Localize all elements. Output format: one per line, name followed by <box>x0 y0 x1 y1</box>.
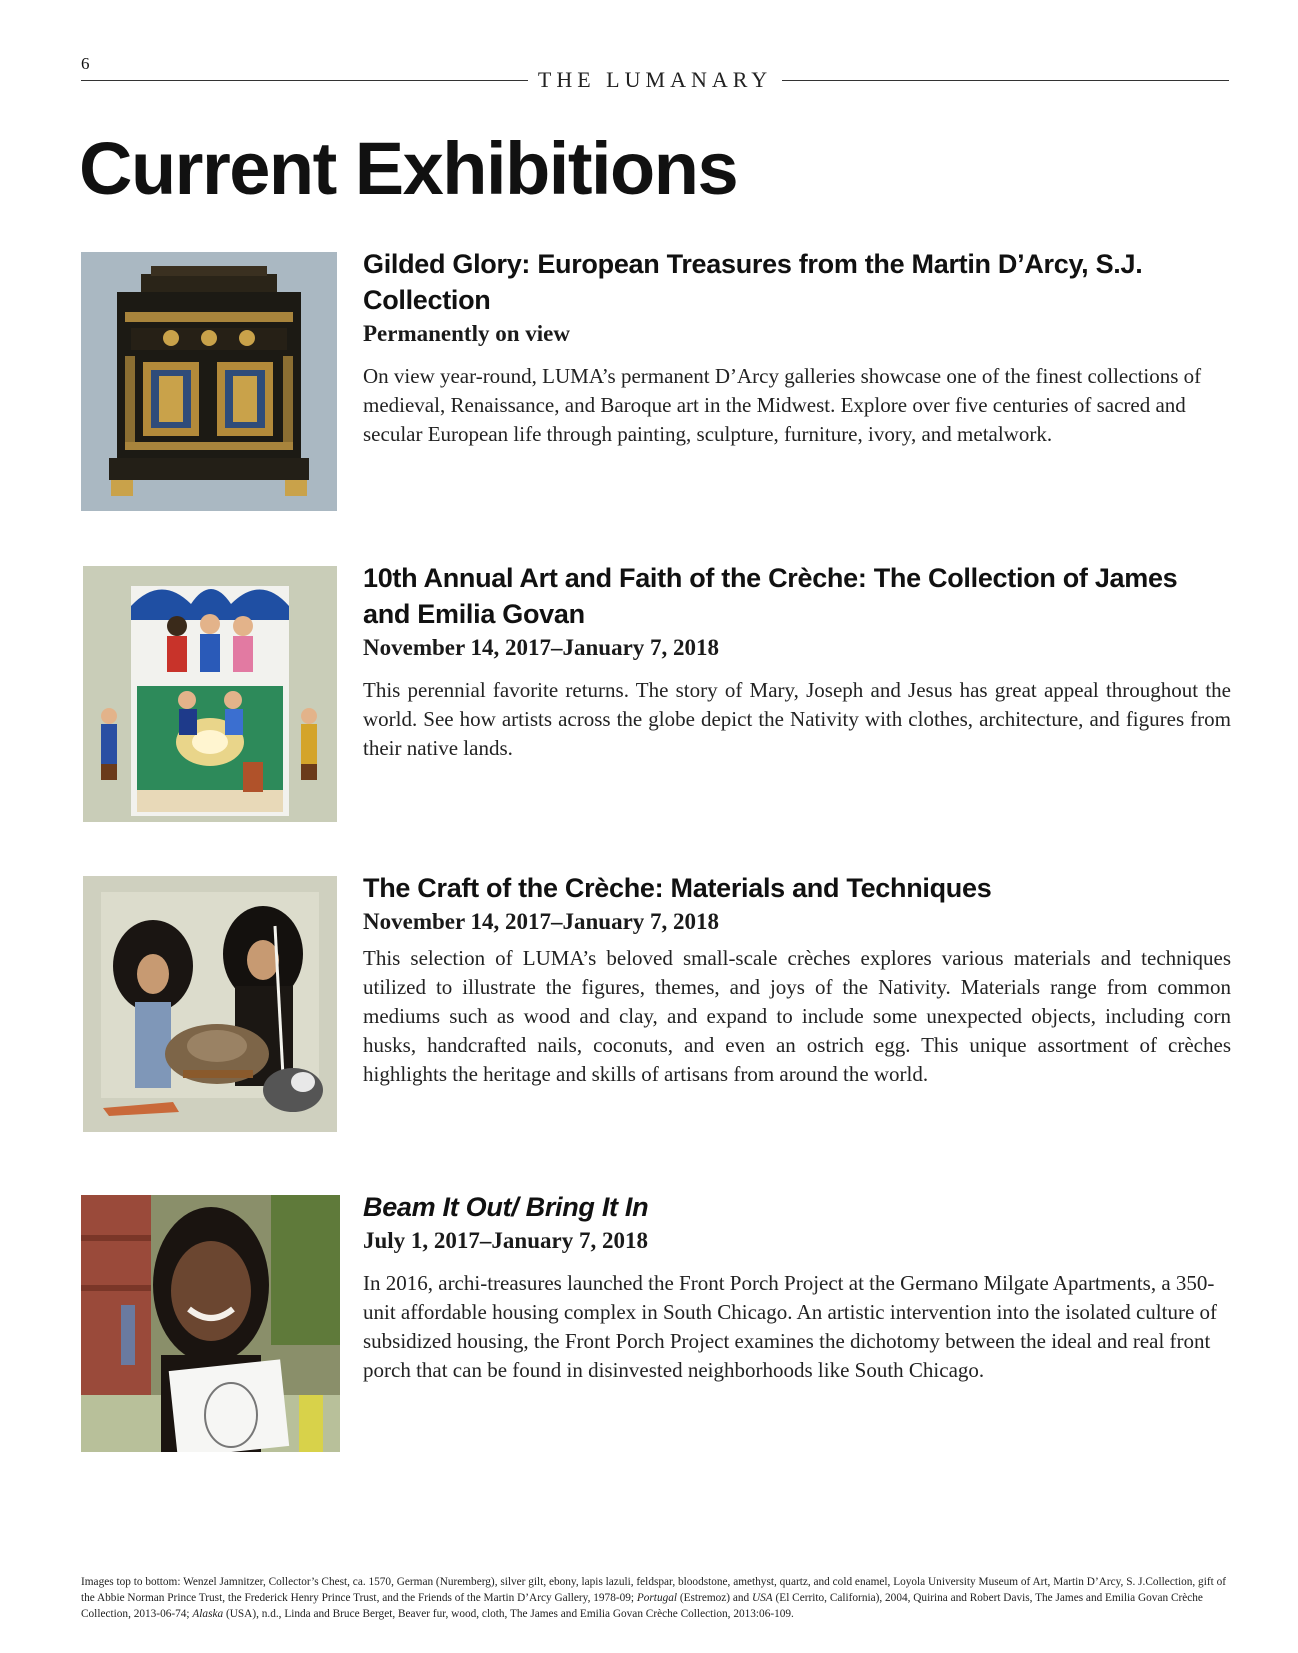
page-title: Current Exhibitions <box>79 127 738 210</box>
exhibition-gilded-glory <box>81 249 1231 512</box>
masthead-rule-right <box>782 80 1229 81</box>
caption-italic-portugal: Portugal <box>636 1592 678 1604</box>
caption-italic-usa: USA <box>752 1592 773 1604</box>
image-credits-caption <box>81 1574 1229 1622</box>
exhibition-description: On view year-round, LUMA’s permanent D’Arcy galleries showcase one of the finest collections of medieval, Renaissance, and Baroque art in the Midwest. Explore over five centuries of sacred and secular European life through painting, sculpture, furniture, ivory, and metalwork. <box>363 364 1202 446</box>
front-porch-project-image <box>81 1195 340 1452</box>
exhibition-description: This selection of LUMA’s beloved small-scale crèches explores various materials and techniques utilized to illustrate the figures, themes, and joys of the Nativity. Materials range from common mediums such as wood and clay, and expand to include some unexpected objects, including corn husks, handcrafted nails, coconuts, and even an ostrich egg. This unique assortment of crèches highlights the heritage and skills of artisans from around the world. <box>363 946 1231 1086</box>
caption-text: (El Cerrito, California), 2004, Quirina and Robert Davis, The James and Emilia Govan Crèche Collection, 2013-06-74; <box>81 1592 1203 1620</box>
collectors-chest-image <box>81 252 337 511</box>
masthead-title: THE LUMANARY <box>537 67 773 92</box>
exhibition-art-and-faith-creche <box>81 563 1231 826</box>
exhibition-dates: November 14, 2017–January 7, 2018 <box>363 635 720 660</box>
exhibition-beam-it-out <box>81 1192 1231 1455</box>
exhibition-title: Gilded Glory: European Treasures from the Martin D’Arcy, S.J. Collection <box>363 249 1143 315</box>
caption-text: (USA), n.d., Linda and Bruce Berget, Beaver fur, wood, cloth, The James and Emilia Govan Crèche Collection, 2013:06-109. <box>223 1608 794 1620</box>
caption-text: Images top to bottom: Wenzel Jamnitzer, Collector’s Chest, ca. 1570, German (Nuremberg), silver gilt, ebony, lapis lazuli, feldspar, bloodstone, amethyst, quartz, and cold enamel, Loyola University Museum of Art, Martin D’Arcy, S. J.Collection, gift of the Abbie Norman Prince Trust, the Frederick Henry Prince Trust, and the Friends of the Martin D’Arcy Gallery, 1978-09; <box>81 1576 1226 1604</box>
exhibition-text <box>363 870 1231 1089</box>
exhibition-craft-of-creche <box>81 873 1231 1136</box>
exhibition-title: The Craft of the Crèche: Materials and Techniques <box>363 873 992 903</box>
exhibition-text <box>363 246 1231 449</box>
exhibition-dates: Permanently on view <box>363 321 570 346</box>
caption-italic-alaska: Alaska <box>192 1608 224 1620</box>
exhibition-title: 10th Annual Art and Faith of the Crèche: The Collection of James and Emilia Govan <box>363 563 1178 629</box>
exhibition-title: Beam It Out/ Bring It In <box>363 1192 649 1222</box>
exhibition-text <box>363 560 1231 763</box>
exhibition-dates: July 1, 2017–January 7, 2018 <box>363 1228 648 1253</box>
exhibition-dates: November 14, 2017–January 7, 2018 <box>363 909 720 934</box>
exhibition-text <box>363 1189 1231 1385</box>
exhibition-description: In 2016, archi-treasures launched the Front Porch Project at the Germano Milgate Apartments, a 350-unit affordable housing complex in South Chicago. An artistic intervention into the isolated culture of subsidized housing, the Front Porch Project examines the dichotomy between the ideal and real front porch that can be found in disinvested neighborhoods like South Chicago. <box>363 1271 1218 1382</box>
page-number: 6 <box>81 54 90 73</box>
creche-alaska-image <box>83 876 337 1132</box>
exhibition-description: This perennial favorite returns. The story of Mary, Joseph and Jesus has great appeal throughout the world. See how artists across the globe depict the Nativity with clothes, architecture, and figures from their native lands. <box>363 678 1231 760</box>
masthead-rule-left <box>81 80 528 81</box>
caption-text: (Estremoz) and <box>677 1592 752 1604</box>
masthead <box>81 68 1229 92</box>
creche-portugal-usa-image <box>83 566 337 822</box>
